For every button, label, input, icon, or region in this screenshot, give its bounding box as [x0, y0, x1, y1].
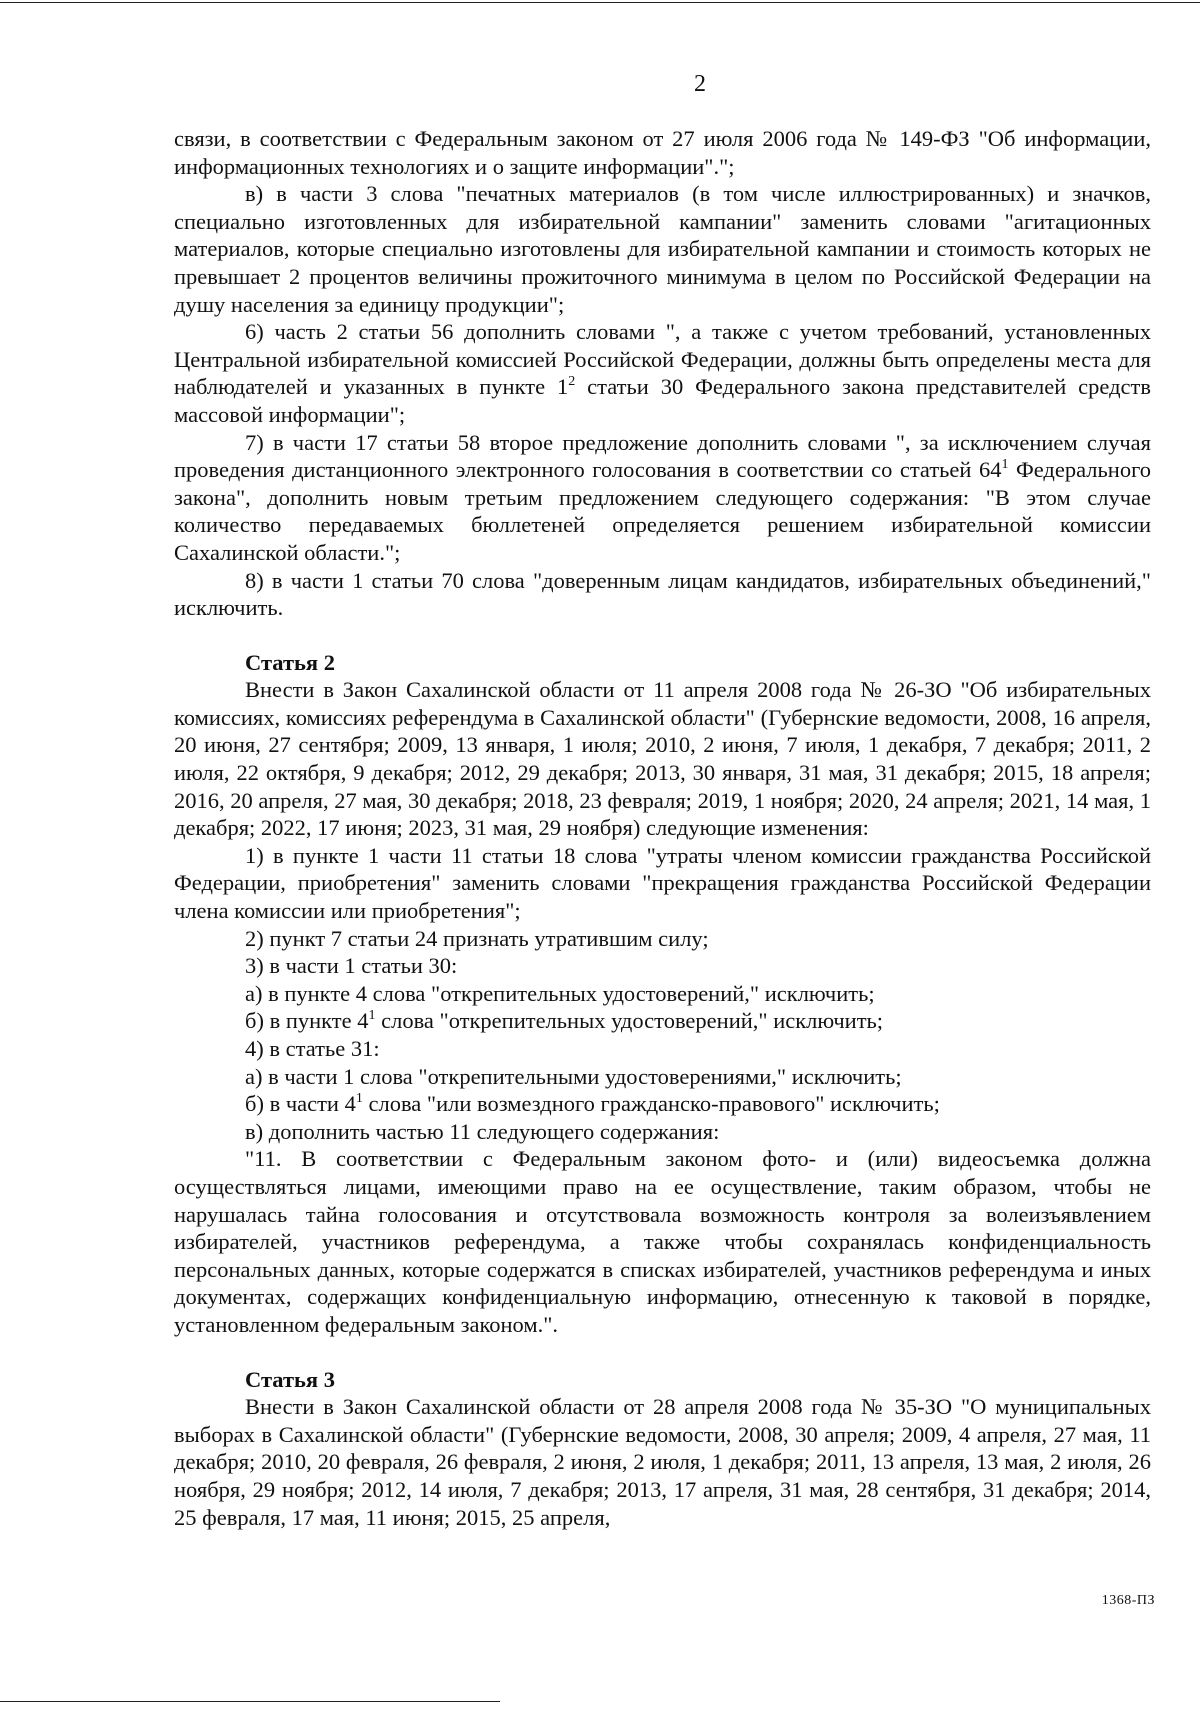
- article-2-part-11-text: "11. В соответствии с Федеральным законом фото- и (или) видеосъемка должна осуществляться лицами, имеющими право на ее осуществление, таким образом, чтобы не нарушалась тайна голосования и отсутствовала возможность контроля за волеизъявлением избирателей, участников референдума, а также чтобы сохранялась конфиденциальность персональных данных, которые содержатся в списках избирателей, участников референдума и иных документах, содержащих конфиденциальную информацию, отнесенную к таковой в порядке, установленном федеральным законом.".: [174, 1146, 1151, 1337]
- bottom-edge-line: [0, 1701, 500, 1702]
- paragraph-item-v-part3: в) в части 3 слова "печатных материалов (в том числе иллюстрированных) и значков, специально изготовленных для избирательной кампании" заменить словами "агитационных материалов, которые специально изготовлены для избирательной кампании и стоимость которых не превышает 2 процентов величины прожиточного минимума в целом по Российской Федерации на душу населения за единицу продукции";: [174, 181, 1151, 317]
- page-number: 2: [694, 71, 706, 97]
- top-edge-line: [0, 2, 1200, 3]
- article-2-item-4b: б) в части $4^1$ слова "или возмездного гражданско-правового" исключить;: [245, 1091, 940, 1117]
- article-2-item-3b: б) в пункте $4^1$ слова "открепительных удостоверений," исключить;: [245, 1008, 884, 1034]
- paragraph-item-7-article58: 7) в части 17 статьи 58 второе предложение дополнить словами ", за исключением случая проведения дистанционного электронного голосования в соответствии со статьей $64^1$ Федерального закона", дополнить новым третьим предложением следующего содержания: "В этом случае количество передаваемых бюллетеней определяется решением избирательной комиссии Сахалинской области.";: [174, 429, 1151, 565]
- article-3-intro: Внести в Закон Сахалинской области от 28 апреля 2008 года № 35-ЗО "О муниципальных выборах в Сахалинской области" (Губернские ведомости, 2008, 30 апреля; 2009, 4 апреля, 27 мая, 11 декабря; 2010, 20 февраля, 26 февраля, 2 июня, 2 июля, 1 декабря; 2011, 13 апреля, 13 мая, 2 июля, 26 ноября, 29 ноября; 2012, 14 июля, 7 декабря; 2013, 17 апреля, 31 мая, 28 сентября, 31 декабря; 2014, 25 февраля, 17 мая, 11 июня; 2015, 25 апреля,: [174, 1394, 1151, 1530]
- article-2-item-4: 4) в статье 31:: [245, 1036, 380, 1061]
- article-2-intro: Внести в Закон Сахалинской области от 11 апреля 2008 года № 26-ЗО "Об избирательных комиссиях, комиссиях референдума в Сахалинской области" (Губернские ведомости, 2008, 16 апреля, 20 июня, 27 сентября; 2009, 13 января, 1 июля; 2010, 2 июня, 7 июля, 1 декабря, 7 декабря; 2011, 2 июля, 22 октября, 9 декабря; 2012, 29 декабря; 2013, 30 января, 31 мая, 31 декабря; 2015, 18 апреля; 2016, 20 апреля, 27 мая, 30 декабря; 2018, 23 февраля; 2019, 1 ноября; 2020, 24 апреля; 2021, 14 мая, 1 декабря; 2022, 17 июня; 2023, 31 мая, 29 ноября) следующие изменения:: [174, 677, 1151, 841]
- article-2-heading: Статья 2: [245, 649, 335, 675]
- article-2-item-4v: в) дополнить частью 11 следующего содержания:: [245, 1118, 720, 1144]
- paragraph-item-6-article56: 6) часть 2 статьи 56 дополнить словами ", а также с учетом требований, установленных Центральной избирательной комиссией Российской Федерации, должны быть определены места для наблюдателей и указанных в пункте $1^2$ статьи 30 Федерального закона представителей средств массовой информации";: [174, 319, 1151, 427]
- article-2-item-2: 2) пункт 7 статьи 24 признать утратившим силу;: [245, 925, 709, 951]
- document-code: 1368-ПЗ: [1101, 1593, 1155, 1608]
- document-body: [174, 125, 1151, 1531]
- article-3-heading: Статья 3: [245, 1366, 335, 1392]
- paragraph-continuation: связи, в соответствии с Федеральным законом от 27 июля 2006 года № 149-ФЗ "Об информации, информационных технологиях и о защите информации".";: [174, 126, 1151, 179]
- paragraph-item-8-article70: 8) в части 1 статьи 70 слова "доверенным лицам кандидатов, избирательных объединений," исключить.: [174, 567, 1151, 621]
- article-2-item-1: 1) в пункте 1 части 11 статьи 18 слова "утраты членом комиссии гражданства Российской Федерации, приобретения" заменить словами "прекращения гражданства Российской Федерации члена комиссии или приобретения";: [174, 842, 1151, 924]
- article-2-item-4a: а) в части 1 слова "открепительными удостоверениями," исключить;: [245, 1063, 902, 1089]
- article-2-item-3: 3) в части 1 статьи 30:: [245, 953, 458, 979]
- article-2-item-3a: а) в пункте 4 слова "открепительных удостоверений," исключить;: [245, 980, 875, 1006]
